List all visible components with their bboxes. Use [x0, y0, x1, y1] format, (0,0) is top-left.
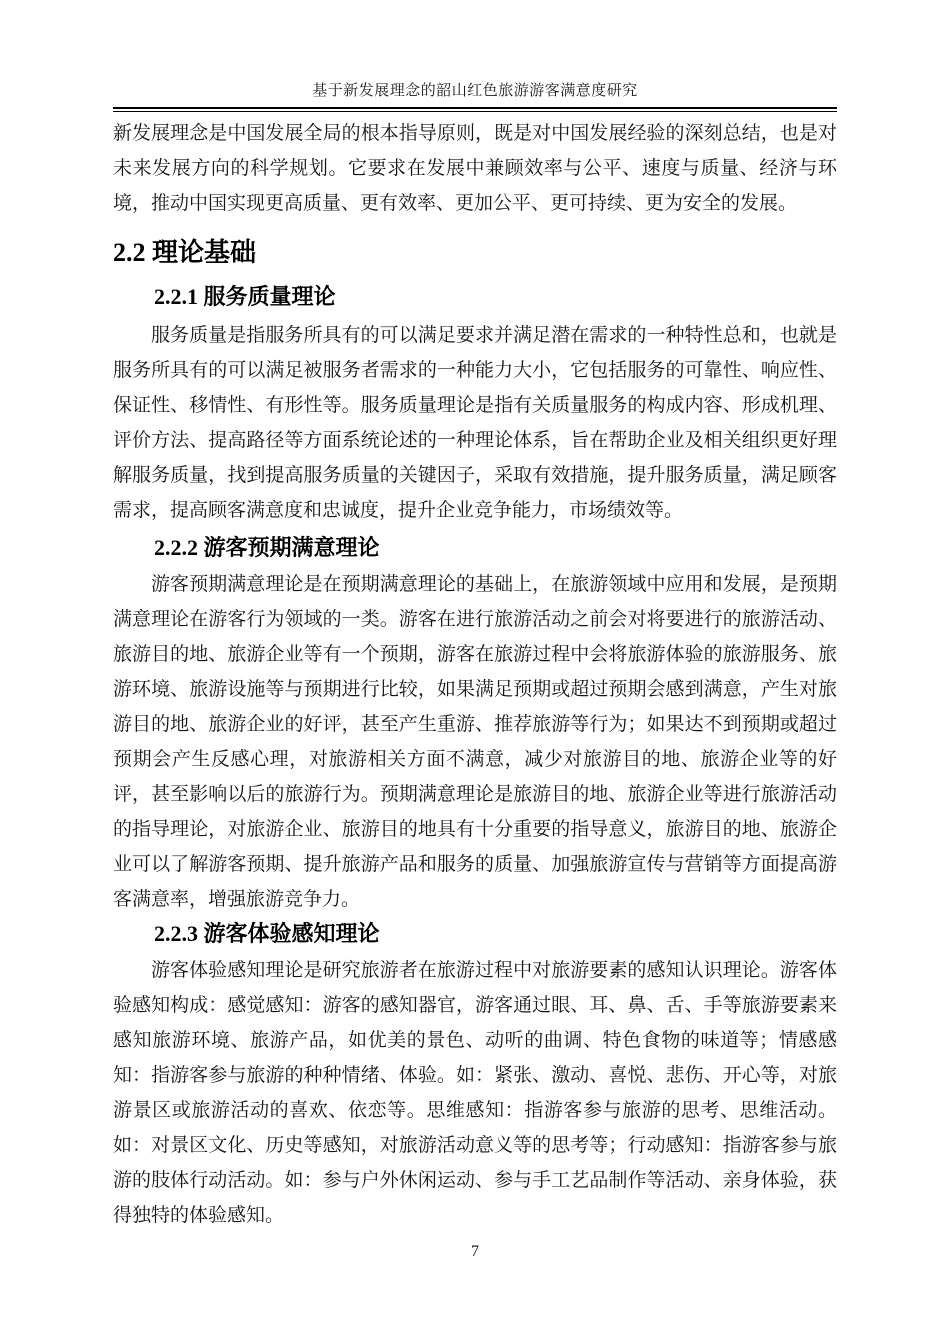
subsection-paragraph-2-2-3: 游客体验感知理论是研究旅游者在旅游过程中对旅游要素的感知认识理论。游客体验感知构成：感觉感知：游客的感知器官，游客通过眼、耳、鼻、舌、手等旅游要素来感知旅游环境、旅游产品，如优美的景色、动听的曲调、特色食物的味道等；情感感知：指游客参与旅游的种种情绪、体验。如：紧张、激动、喜悦、悲伤、开心等，对旅游景区或旅游活动的喜欢、依恋等。思维感知：指游客参与旅游的思考、思维活动。如：对景区文化、历史等感知，对旅游活动意义等的思考等；行动感知：指游客参与旅游的肢体行动活动。如：参与户外休闲运动、参与手工艺品制作等活动、亲身体验，获得独特的体验感知。: [113, 960, 837, 1226]
subsection-paragraph-2-2-2: 游客预期满意理论是在预期满意理论的基础上，在旅游领域中应用和发展，是预期满意理论在游客行为领域的一类。游客在进行旅游活动之前会对将要进行的旅游活动、旅游目的地、旅游企业等有一个预期，游客在旅游过程中会将旅游体验的旅游服务、旅游环境、旅游设施等与预期进行比较，如果满足预期或超过预期会感到满意，产生对旅游目的地、旅游企业的好评，甚至产生重游、推荐旅游等行为；如果达不到预期或超过预期会产生反感心理，对旅游相关方面不满意，减少对旅游目的地、旅游企业等的好评，甚至影响以后的旅游行为。预期满意理论是旅游目的地、旅游企业等进行旅游活动的指导理论，对旅游企业、旅游目的地具有十分重要的指导意义，旅游目的地、旅游企业可以了解游客预期、提升旅游产品和服务的质量、加强旅游宣传与营销等方面提高游客满意率，增强旅游竞争力。: [113, 574, 837, 910]
page-number: 7: [471, 1243, 479, 1260]
section-heading-2-2: 2.2 理论基础: [113, 238, 257, 267]
running-header: 基于新发展理念的韶山红色旅游游客满意度研究: [312, 83, 638, 99]
subsection-paragraph-2-2-1: 服务质量是指服务所具有的可以满足要求并满足潜在需求的一种特性总和，也就是服务所具有的可以满足被服务者需求的一种能力大小，它包括服务的可靠性、响应性、保证性、移情性、有形性等。服务质量理论是指有关质量服务的构成内容、形成机理、评价方法、提高路径等方面系统论述的一种理论体系，旨在帮助企业及相关组织更好理解服务质量，找到提高服务质量的关键因子，采取有效措施，提升服务质量，满足顾客需求，提高顾客满意度和忠诚度，提升企业竞争能力，市场绩效等。: [113, 325, 837, 521]
header-rule: [113, 107, 837, 112]
subsection-heading-2-2-2: 2.2.2 游客预期满意理论: [154, 535, 380, 560]
subsection-heading-2-2-1: 2.2.1 服务质量理论: [154, 284, 336, 309]
page-content: [113, 0, 837, 1233]
subsection-heading-2-2-3: 2.2.3 游客体验感知理论: [154, 921, 380, 946]
lead-paragraph: 新发展理念是中国发展全局的根本指导原则，既是对中国发展经验的深刻总结，也是对未来发展方向的科学规划。它要求在发展中兼顾效率与公平、速度与质量、经济与环境，推动中国实现更高质量、更有效率、更加公平、更可持续、更为安全的发展。: [113, 123, 837, 214]
